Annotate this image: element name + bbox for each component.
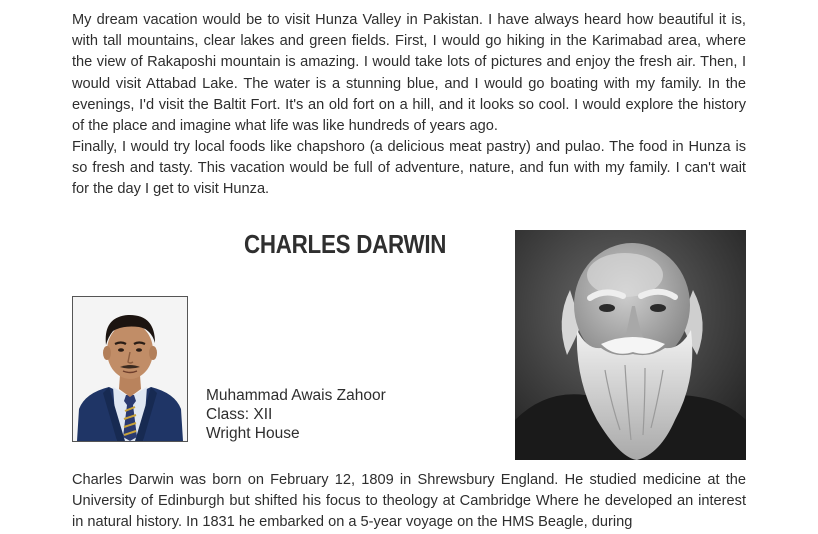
- essay-paragraph-2: Finally, I would try local foods like chapshoro (a delicious meat pastry) and pulao. The food in Hunza is so fresh and tasty. This vacation would be full of adventure, nature, and fun with my family. I can't wait for the day I get to visit Hunza.: [72, 139, 746, 198]
- article-title: CHARLES DARWIN: [244, 229, 447, 259]
- essay-paragraph-1: My dream vacation would be to visit Hunza Valley in Pakistan. I have always heard how beautiful it is, with tall mountains, clear lakes and green fields. First, I would go hiking in the Karimabad area, where the view of Rakaposhi mountain is amazing. I would take lots of pictures and enjoy the fresh air. Then, I would visit Attabad Lake. The water is a stunning blue, and I would go boating with my family. In the evenings, I'd visit the Baltit Fort. It's an old fort on a hill, and it looks so cool. I would explore the history of the place and imagine what life was like hundreds of years ago.: [72, 12, 746, 135]
- author-class: Class: XII: [206, 406, 273, 423]
- darwin-portrait: [515, 230, 746, 460]
- author-house: Wright House: [206, 425, 300, 442]
- article-paragraph-1: Charles Darwin was born on February 12, 1809 in Shrewsbury England. He studied medicine at the University of Edinburgh but shifted his focus to theology at Cambridge Where he developed an interest in natural history. In 1831 he embarked on a 5-year voyage on the HMS Beagle, during: [72, 472, 746, 531]
- author-name: Muhammad Awais Zahoor: [206, 387, 386, 404]
- author-info: [206, 386, 386, 443]
- author-photo: [72, 296, 188, 442]
